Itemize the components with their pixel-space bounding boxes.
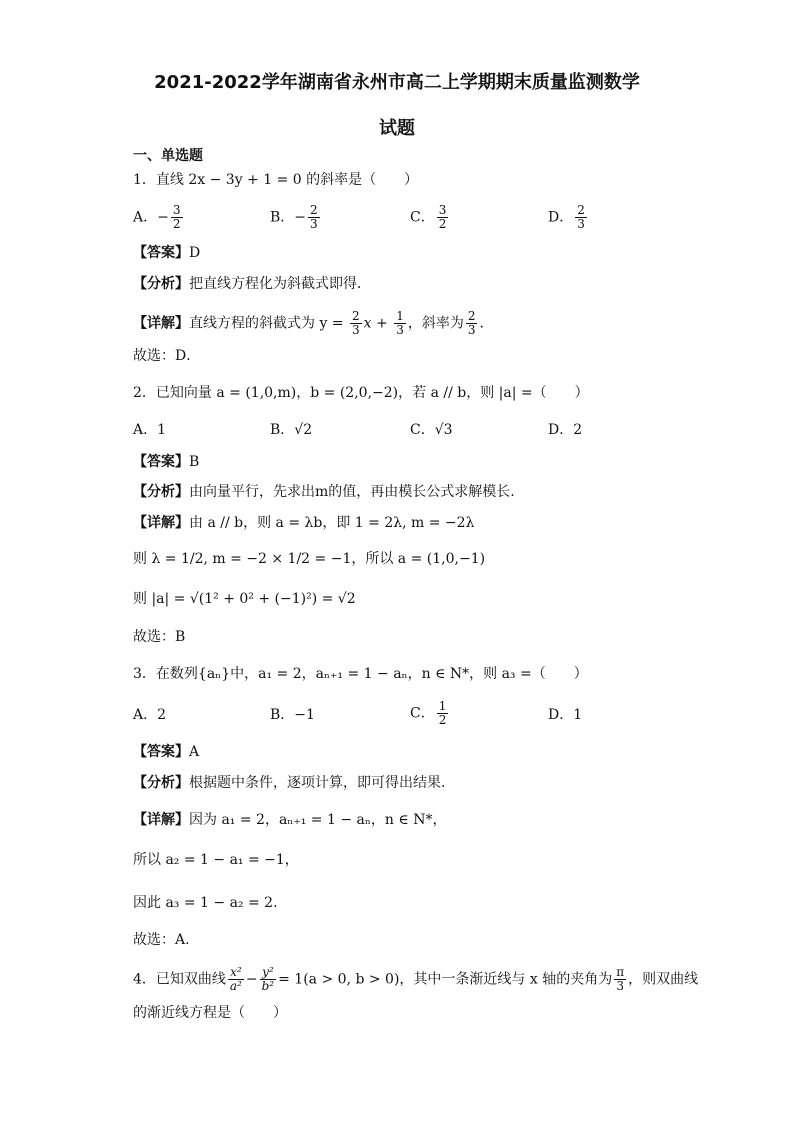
q2-option-b: B．√2 (270, 422, 313, 438)
q4-stem: 4．已知双曲线 $\frac{\text{x²}}{\text{a²}}$ − $\frac{\text{y²}}{\text{b²}}$ = 1(a > 0, b > 0)，其中一条渐近线与 x 轴的夹角为 $\frac{\pi}{3}$ ，则双曲线 (133, 965, 699, 993)
q3-detail-2: 所以 a₂ = 1 − a₁ = −1， (133, 852, 299, 868)
q2-option-c: C．√3 (410, 422, 453, 438)
q1-option-d (548, 204, 589, 231)
q3-answer (133, 742, 199, 762)
q3-option-b: B．−1 (270, 707, 315, 723)
q2-stem: 2．已知向量 a = (1,0,m)，b = (2,0,−2)，若 a // b，则 |a| =（ ） (133, 385, 589, 401)
analysis-tag: 【分析】 (133, 276, 189, 292)
q1-option-b (270, 204, 322, 231)
q3-analysis-text: 根据题中条件，逐项计算，即可得出结果. (189, 775, 446, 791)
q2-answer-value: B (189, 454, 200, 470)
q2-answer (133, 452, 199, 472)
analysis-tag: 【分析】 (133, 775, 189, 791)
q2-analysis-text: 由向量平行，先求出m的值，再由模长公式求解模长. (189, 484, 515, 500)
q2-detail-3: 则 |a| = √(1² + 0² + (−1)²) = √2 (133, 591, 356, 607)
q1-answer (133, 243, 200, 263)
q1-conclusion: 故选：D． (133, 348, 201, 364)
q3-stem: 3．在数列{aₙ}中，a₁ = 2，aₙ₊₁ = 1 − aₙ，n ∈ N*，则 a₃ =（ ） (133, 666, 588, 682)
q3-option-c-frac (437, 700, 449, 727)
detail-tag: 【详解】 (133, 515, 189, 531)
q1-option-c-label: C． (410, 209, 435, 226)
detail-tag: 【详解】 (133, 315, 189, 332)
q3-answer-value: A (189, 744, 200, 760)
q3-option-c-label: C． (410, 705, 435, 722)
q3-detail-1-text: 因为 a₁ = 2，aₙ₊₁ = 1 − aₙ，n ∈ N*， (189, 812, 447, 828)
q1-option-a-frac (171, 204, 183, 231)
q3-detail-3: 因此 a₃ = 1 − a₂ = 2. (133, 895, 278, 911)
q4-stem-pre: 4．已知双曲线 (133, 971, 226, 988)
q1-analysis (133, 274, 371, 294)
q1-option-b-sign: − (294, 209, 307, 226)
answer-tag: 【答案】 (133, 454, 189, 470)
q1-option-c (410, 204, 450, 231)
q3-analysis (133, 773, 445, 793)
q3-option-a: A．2 (133, 707, 167, 723)
frac-num: 3 (438, 203, 447, 217)
q1-answer-value: D (189, 245, 201, 261)
q3-option-d: D．1 (548, 707, 583, 723)
q1-detail-frac-intercept: $\frac{1}{3}$ (396, 309, 404, 337)
q4-stem-post: ，则双曲线 (628, 971, 699, 988)
q1-stem: 1．直线 2x − 3y + 1 = 0 的斜率是（ ） (133, 172, 419, 188)
q4-eq-rhs: = 1 (278, 971, 304, 988)
q1-option-a-sign: − (157, 209, 169, 226)
q4-stem-mid: (a > 0, b > 0)，其中一条渐近线与 x 轴的夹角为 (303, 971, 613, 988)
frac-num: 2 (310, 203, 318, 217)
q1-detail: 【详解】直线方程的斜截式为 y = $\frac{2}{3}$ x + $\frac{1}{3}$ ，斜率为 $\frac{2}{3}$ ． (133, 309, 494, 337)
q1-detail-post: ． (479, 315, 494, 332)
frac-den: 2 (172, 217, 181, 231)
analysis-tag: 【分析】 (133, 484, 189, 500)
q4-frac-angle: $\frac{\pi}{3}$ (616, 965, 625, 993)
q1-option-d-frac (575, 204, 587, 231)
q1-option-b-label: B． (270, 209, 295, 226)
q3-detail-1 (133, 810, 446, 830)
q3-conclusion: 故选：A. (133, 932, 190, 948)
frac-den: 2 (438, 713, 447, 727)
frac-den: 2 (438, 217, 447, 231)
answer-tag: 【答案】 (133, 744, 189, 760)
q2-detail-2: 则 λ = 1/2, m = −2 × 1/2 = −1，所以 a = (1,0,−1) (133, 551, 486, 567)
q4-stem-line2: 的渐近线方程是（ ） (133, 1005, 287, 1021)
q3-option-c (410, 700, 450, 727)
q2-detail-1 (133, 513, 474, 533)
q2-analysis (133, 482, 515, 502)
q1-analysis-text: 把直线方程化为斜截式即得． (189, 276, 371, 292)
frac-num: 2 (577, 203, 585, 217)
doc-title-line2: 试题 (379, 118, 415, 139)
q4-frac-y: $\frac{\text{y²}}{\text{b²}}$ (261, 965, 275, 993)
q4-frac-x: $\frac{\text{x²}}{\text{a²}}$ (229, 965, 242, 993)
q1-option-b-frac (308, 204, 320, 231)
q1-option-a-label: A． (133, 209, 158, 226)
detail-tag: 【详解】 (133, 812, 189, 828)
q1-detail-pre: 直线方程的斜截式为 y = (189, 315, 348, 332)
q1-detail-frac-result: $\frac{2}{3}$ (467, 309, 476, 337)
q1-option-c-frac (437, 204, 449, 231)
section-heading: 一、单选题 (133, 148, 203, 164)
q2-conclusion: 故选：B (133, 629, 186, 645)
q2-option-d: D．2 (548, 422, 583, 438)
frac-den: 3 (577, 217, 585, 231)
answer-tag: 【答案】 (133, 245, 189, 261)
frac-den: 3 (310, 217, 318, 231)
q2-option-a: A．1 (133, 422, 167, 438)
frac-num: 1 (438, 699, 447, 713)
q1-option-d-label: D． (548, 209, 574, 226)
q1-detail-mid: ，斜率为 (407, 315, 464, 332)
frac-num: 3 (172, 203, 181, 217)
q1-detail-frac-slope: $\frac{2}{3}$ (352, 309, 360, 337)
doc-title-line1: 2021-2022学年湖南省永州市高二上学期期末质量监测数学 (154, 72, 640, 93)
q2-detail-1-text: 由 a // b，则 a = λb，即 1 = 2λ, m = −2λ (189, 515, 475, 531)
q1-option-a (133, 204, 185, 231)
